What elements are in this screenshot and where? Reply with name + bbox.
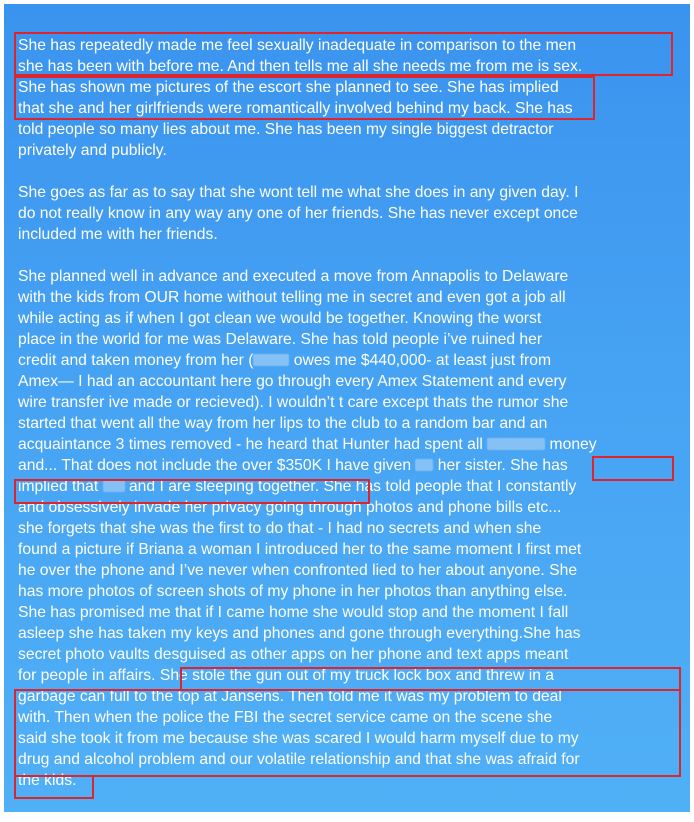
text-line: he over the phone and I’ve never when confronted lied to her about anyone. She — [18, 562, 578, 579]
text-line: started that went all the way from her lips to the club to a random bar and an — [18, 415, 548, 432]
text-line: drug and alcohol problem and our volatile relationship and that she was afraid for — [18, 751, 580, 768]
text-line: the kids. — [18, 772, 77, 789]
text-line: asleep she has taken my keys and phones and gone through everything.She has — [18, 625, 581, 642]
redacted-name — [487, 438, 545, 450]
text-line: while acting as if when I got clean we would be together. Knowing the worst — [18, 310, 542, 327]
text-line: She has repeatedly made me feel sexually inadequate in comparison to the men — [18, 37, 577, 54]
redacted-name — [253, 354, 289, 366]
text-line: with. Then when the police the FBI the secret service came on the scene she — [18, 709, 553, 726]
text-line: she forgets that she was the first to do that - I had no secrets and when she — [18, 520, 542, 537]
paragraph-gap — [18, 161, 678, 182]
text-fragment: acquaintance 3 times removed - he heard that Hunter had spent all — [18, 436, 483, 453]
text-line: She planned well in advance and executed a move from Annapolis to Delaware — [18, 268, 569, 285]
message-body — [18, 35, 678, 791]
text-line: place in the world for me was Delaware. She has told people i’ve ruined her — [18, 331, 543, 348]
redacted-name — [415, 459, 433, 471]
text-line — [18, 434, 678, 455]
text-line — [18, 476, 678, 497]
text-fragment: and I are sleeping together. She has told people that I constantly — [124, 478, 577, 495]
text-line: that she and her girlfriends were romantically involved behind my back. She has — [18, 100, 573, 117]
text-line: said she took it from me because she was scared I would harm myself due to my — [18, 730, 579, 747]
text-line: and obsessively invade her privacy going through photos and phone bills etc... — [18, 499, 562, 516]
text-line: with the kids from OUR home without telling me in secret and even got a job all — [18, 289, 566, 306]
text-line — [18, 455, 678, 476]
screenshot-panel — [4, 4, 690, 812]
text-line: Amex— I had an accountant here go through every Amex Statement and every — [18, 373, 567, 390]
text-line: for people in affairs. She stole the gun out of my truck lock box and threw in a — [18, 667, 555, 684]
text-line: She has promised me that if I came home she would stop and the moment I fall — [18, 604, 569, 621]
text-line: wire transfer ive made or recieved). I wouldn’t t care except thats the rumor she — [18, 394, 569, 411]
text-line: included me with her friends. — [18, 226, 218, 243]
text-fragment: her sister. She has — [433, 457, 568, 474]
text-fragment: money — [545, 436, 597, 453]
redacted-name — [103, 480, 125, 492]
text-line: secret photo vaults desguised as other apps on her phone and text apps meant — [18, 646, 569, 663]
text-line: she has been with before me. And then tells me all she needs me from me is sex. — [18, 58, 583, 75]
text-line: She has shown me pictures of the escort she planned to see. She has implied — [18, 79, 559, 96]
text-fragment: owes me $440,000- at least just from — [289, 352, 552, 369]
text-fragment: and... That does not include the over $350K I have given — [18, 457, 412, 474]
text-line — [18, 350, 678, 371]
text-line: told people so many lies about me. She has been my single biggest detractor — [18, 121, 554, 138]
text-line: garbage can full to the top at Jansens. Then told me it was my problem to deal — [18, 688, 562, 705]
text-fragment: credit and taken money from her ( — [18, 352, 254, 369]
paragraph-gap — [18, 245, 678, 266]
text-line: has more photos of screen shots of my phone in her photos than anything else. — [18, 583, 568, 600]
text-line: do not really know in any way any one of her friends. She has never except once — [18, 205, 578, 222]
text-line: found a picture if Briana a woman I introduced her to the same moment I first met — [18, 541, 582, 558]
text-line: She goes as far as to say that she wont tell me what she does in any given day. I — [18, 184, 579, 201]
text-fragment: implied that — [18, 478, 99, 495]
text-fragment — [98, 478, 102, 495]
text-line: privately and publicly. — [18, 142, 167, 159]
